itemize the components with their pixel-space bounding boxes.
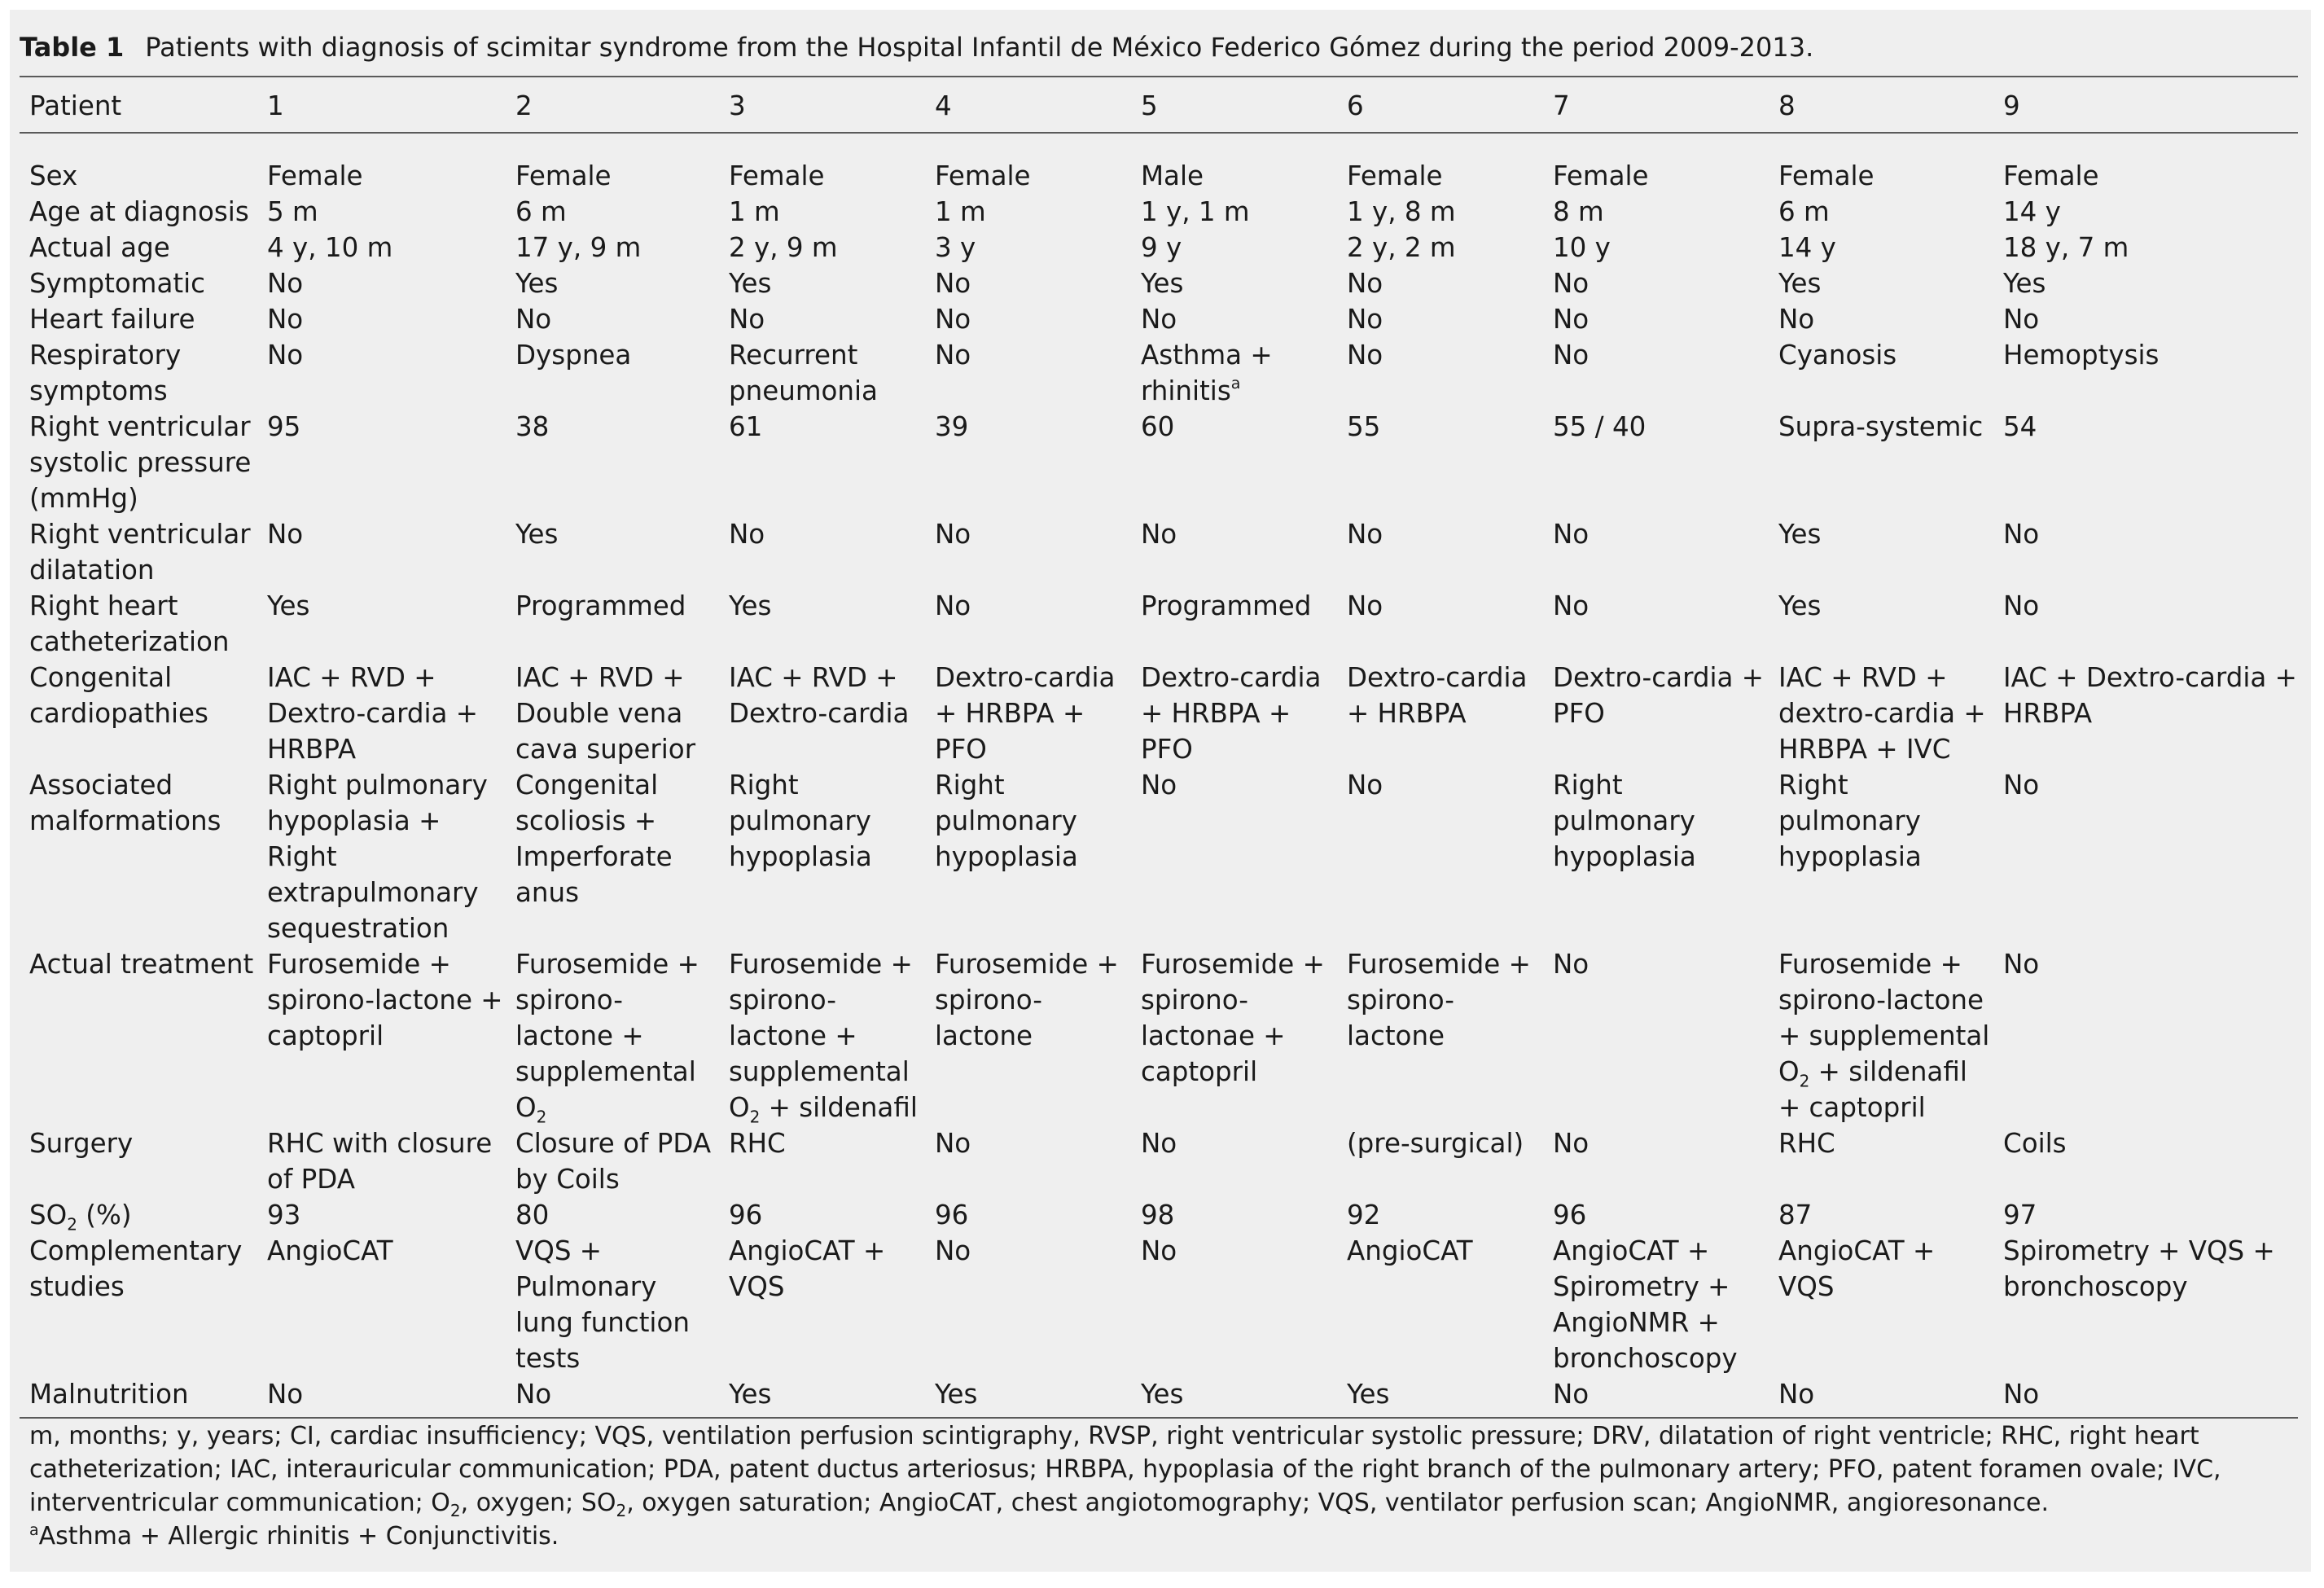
header-patient-9: 9 — [2003, 90, 2020, 121]
table-cell: No — [935, 519, 971, 550]
table-cell: 1 m — [935, 196, 986, 227]
table-cell: IAC + RVD + Double vena cava superior — [515, 662, 696, 765]
top-rule — [20, 76, 2298, 77]
table-cell: No — [1553, 590, 1590, 621]
table-cell: Yes — [1778, 268, 1822, 299]
table-cell: No — [1553, 519, 1590, 550]
row-label: Right ventricular dilatation — [29, 519, 251, 586]
row-label: Right heart catheterization — [29, 590, 230, 657]
table-cell: Yes — [729, 590, 772, 621]
table-cell: No — [2003, 1379, 2040, 1410]
table-cell: 92 — [1347, 1200, 1381, 1230]
table-cell: 96 — [1553, 1200, 1587, 1230]
table-cell: No — [1778, 1379, 1815, 1410]
header-patient-7: 7 — [1553, 90, 1570, 121]
row-label: Actual age — [29, 232, 170, 263]
row-label: Congenital cardiopathies — [29, 662, 208, 729]
table-cell: Yes — [729, 268, 772, 299]
row-label: Malnutrition — [29, 1379, 189, 1410]
table-cell: Male — [1141, 160, 1204, 191]
table-cell: No — [515, 304, 552, 335]
table-cell: No — [1553, 268, 1590, 299]
table-row — [20, 265, 2298, 301]
table-cell: No — [515, 1379, 552, 1410]
patients-table — [20, 78, 2298, 1420]
table-cell: Furosemide + spirono-lactone + supplemental $O_2$ + sildenafil — [729, 949, 918, 1127]
row-label: Surgery — [29, 1128, 134, 1159]
table-cell: Right pulmonary hypoplasia — [935, 770, 1078, 872]
table-cell: No — [1141, 770, 1177, 801]
table-cell: Congenital scoliosis + Imperforate anus — [515, 770, 673, 908]
table-cell: Hemoptysis — [2003, 340, 2160, 371]
row-label: Actual treatment — [29, 949, 254, 980]
table-cell: 18 y, 7 m — [2003, 232, 2129, 263]
table-cell: Yes — [1347, 1379, 1390, 1410]
table-row — [20, 946, 2298, 1125]
table-cell: No — [935, 304, 971, 335]
table-cell: Female — [935, 160, 1031, 191]
table-cell: RHC — [1778, 1128, 1835, 1159]
table-cell: AngioCAT + VQS — [1778, 1235, 1936, 1302]
row-label: Sex — [29, 160, 78, 191]
table-cell: No — [267, 519, 304, 550]
table-row — [20, 767, 2298, 946]
table-cell: Dextro-cardia + HRBPA + PFO — [1141, 662, 1322, 765]
table-cell: 10 y — [1553, 232, 1611, 263]
table-cell: Yes — [515, 268, 559, 299]
table-row — [20, 1125, 2298, 1197]
table-row — [20, 230, 2298, 265]
table-cell: No — [1141, 1235, 1177, 1266]
table-cell: 17 y, 9 m — [515, 232, 642, 263]
table-cell: Coils — [2003, 1128, 2067, 1159]
table-cell: No — [935, 1128, 971, 1159]
footnote — [29, 1520, 2293, 1553]
table-cell: Recurrent pneumonia — [729, 340, 878, 406]
table-cell: No — [1347, 340, 1383, 371]
table-cell: Right pulmonary hypoplasia — [1778, 770, 1922, 872]
table-cell: IAC + RVD + Dextro-cardia — [729, 662, 910, 729]
caption-text: Patients with diagnosis of scimitar syndrome from the Hospital Infantil de México Federico Gómez during the period 2009-2013. — [145, 32, 1814, 63]
table-cell: No — [1141, 519, 1177, 550]
table-cell: No — [1141, 1128, 1177, 1159]
table-cell: 6 m — [515, 196, 567, 227]
table-cell: No — [729, 519, 765, 550]
header-row — [20, 78, 2298, 134]
table-cell: 14 y — [2003, 196, 2061, 227]
table-cell: 3 y — [935, 232, 976, 263]
header-patient-8: 8 — [1778, 90, 1796, 121]
table-row — [20, 1376, 2298, 1420]
table-cell: 9 y — [1141, 232, 1182, 263]
table-cell: Yes — [2003, 268, 2046, 299]
row-label: Symptomatic — [29, 268, 205, 299]
table-cell: No — [1347, 519, 1383, 550]
row-label: $SO_2$ (%) — [29, 1200, 132, 1235]
table-row — [20, 337, 2298, 409]
table-cell: 96 — [729, 1200, 763, 1230]
table-cell: Female — [1347, 160, 1443, 191]
table-cell: Dyspnea — [515, 340, 632, 371]
table-cell: No — [1553, 949, 1590, 980]
table-cell: 1 m — [729, 196, 780, 227]
table-cell: Asthma + rhinitis$^a$ — [1141, 340, 1273, 406]
table-cell: Furosemide + spirono-lactone — [935, 949, 1119, 1051]
table-cell: Supra-systemic — [1778, 411, 1984, 442]
table-row — [20, 516, 2298, 588]
table-row — [20, 588, 2298, 660]
table-cell: No — [729, 304, 765, 335]
header-patient-2: 2 — [515, 90, 533, 121]
table-cell: 14 y — [1778, 232, 1836, 263]
table-cell: Cyanosis — [1778, 340, 1897, 371]
table-cell: IAC + Dextro-cardia + HRBPA — [2003, 662, 2297, 729]
table-cell: 1 y, 1 m — [1141, 196, 1250, 227]
table-cell: 2 y, 9 m — [729, 232, 838, 263]
table-cell: Dextro-cardia + PFO — [1553, 662, 1765, 729]
table-cell: IAC + RVD + dextro-cardia + HRBPA + IVC — [1778, 662, 1986, 765]
table-cell: 55 — [1347, 411, 1381, 442]
table-cell: VQS + Pulmonary lung function tests — [515, 1235, 690, 1374]
table-cell: AngioCAT — [267, 1235, 393, 1266]
table-cell: Yes — [515, 519, 559, 550]
table-footer — [29, 1419, 2293, 1553]
table-cell: Yes — [1778, 590, 1822, 621]
table-cell: Programmed — [515, 590, 686, 621]
table-cell: Yes — [1778, 519, 1822, 550]
table-cell: RHC with closure of PDA — [267, 1128, 493, 1195]
table-label: Table 1 — [20, 32, 125, 63]
table-cell: No — [2003, 519, 2040, 550]
table-cell: Dextro-cardia + HRBPA — [1347, 662, 1528, 729]
table-cell: Furosemide + spirono-lactone + supplemental $O_2$ + sildenafil + captopril — [1778, 949, 1990, 1123]
table-row — [20, 194, 2298, 230]
table-cell: 87 — [1778, 1200, 1813, 1230]
table-row — [20, 1197, 2298, 1233]
table-cell: 8 m — [1553, 196, 1604, 227]
table-cell: IAC + RVD + Dextro-cardia + HRBPA — [267, 662, 479, 765]
table-cell: 39 — [935, 411, 969, 442]
table-cell: 80 — [515, 1200, 550, 1230]
header-patient-6: 6 — [1347, 90, 1364, 121]
table-row — [20, 409, 2298, 516]
row-label: Complementary studies — [29, 1235, 243, 1302]
table-cell: AngioCAT + Spirometry + AngioNMR + bronchoscopy — [1553, 1235, 1738, 1374]
table-cell: Programmed — [1141, 590, 1312, 621]
table-cell: No — [267, 1379, 304, 1410]
row-label: Associated malformations — [29, 770, 221, 836]
abbreviations-note: m, months; y, years; CI, cardiac insufficiency; VQS, ventilation perfusion scintigraphy, RVSP, right ventricular systolic pressure; DRV, dilatation of right ventricle; RHC, right heart catheterization; IAC, interauricular communication; PDA, patent ductus arteriosus; HRBPA, hypoplasia of the right branch of the pulmonary artery; PFO, patent foramen ovale; IVC, interventricular communication; $O_2$, oxygen; $SO_2$, oxygen saturation; AngioCAT, chest angiotomography; VQS, ventilator perfusion scan; AngioNMR, angioresonance. — [29, 1422, 2221, 1520]
table-cell: Yes — [1141, 268, 1184, 299]
table-cell: Furosemide + spirono-lactonae + captopril — [1141, 949, 1325, 1087]
table-cell: No — [2003, 304, 2040, 335]
table-cell: 5 m — [267, 196, 318, 227]
table-cell: Right pulmonary hypoplasia + Right extrapulmonary sequestration — [267, 770, 488, 944]
table-cell: Female — [729, 160, 825, 191]
table-cell: Furosemide + spirono-lactone + supplemental $O_2$ — [515, 949, 699, 1127]
table-cell: AngioCAT — [1347, 1235, 1473, 1266]
table-cell: 93 — [267, 1200, 301, 1230]
table-cell: Female — [1778, 160, 1875, 191]
table-cell: No — [1347, 268, 1383, 299]
table-cell: Right pulmonary hypoplasia — [729, 770, 872, 872]
footnote-mark: a — [29, 1521, 39, 1539]
table-cell: No — [1347, 590, 1383, 621]
table-cell: No — [1347, 770, 1383, 801]
table-cell: No — [935, 340, 971, 371]
table-cell: No — [2003, 770, 2040, 801]
table-cell: 60 — [1141, 411, 1175, 442]
table-cell: Closure of PDA by Coils — [515, 1128, 712, 1195]
table-cell: 95 — [267, 411, 301, 442]
table-cell: 54 — [2003, 411, 2037, 442]
row-label: Age at diagnosis — [29, 196, 249, 227]
table-cell: 38 — [515, 411, 550, 442]
table-cell: No — [2003, 949, 2040, 980]
table-cell: No — [1141, 304, 1177, 335]
table-cell: 61 — [729, 411, 763, 442]
table-cell: 97 — [2003, 1200, 2037, 1230]
table-body — [20, 134, 2298, 1420]
table-cell: No — [1553, 1128, 1590, 1159]
table-cell: 4 y, 10 m — [267, 232, 393, 263]
table-cell: Female — [515, 160, 612, 191]
header-patient-3: 3 — [729, 90, 746, 121]
table-cell: Furosemide + spirono-lactone — [1347, 949, 1531, 1051]
table-cell: Spirometry + VQS + bronchoscopy — [2003, 1235, 2275, 1302]
table-cell: Yes — [267, 590, 310, 621]
table-cell: 98 — [1141, 1200, 1175, 1230]
table-cell: 96 — [935, 1200, 969, 1230]
table-row — [20, 134, 2298, 194]
table-cell: No — [2003, 590, 2040, 621]
table-cell: No — [935, 1235, 971, 1266]
table-cell: Female — [1553, 160, 1649, 191]
table-cell: No — [1778, 304, 1815, 335]
table-cell: RHC — [729, 1128, 786, 1159]
table-cell: No — [935, 590, 971, 621]
header-patient: Patient — [29, 90, 122, 121]
table-row — [20, 1233, 2298, 1376]
table-cell: No — [1553, 340, 1590, 371]
table-cell: No — [267, 268, 304, 299]
table-cell: 2 y, 2 m — [1347, 232, 1456, 263]
table-cell: Furosemide + spirono-lactone + captopril — [267, 949, 503, 1051]
table-cell: Right pulmonary hypoplasia — [1553, 770, 1696, 872]
table-cell: Dextro-cardia + HRBPA + PFO — [935, 662, 1116, 765]
table-cell: No — [935, 268, 971, 299]
table-cell: AngioCAT + VQS — [729, 1235, 886, 1302]
table-cell: 55 / 40 — [1553, 411, 1647, 442]
table-cell: No — [267, 304, 304, 335]
header-patient-4: 4 — [935, 90, 952, 121]
row-label: Respiratory symptoms — [29, 340, 182, 406]
table-cell: Yes — [935, 1379, 978, 1410]
header-patient-5: 5 — [1141, 90, 1158, 121]
table-cell: 1 y, 8 m — [1347, 196, 1456, 227]
table-cell: 6 m — [1778, 196, 1830, 227]
table-row — [20, 660, 2298, 767]
table-cell: No — [1553, 304, 1590, 335]
row-label: Right ventricular systolic pressure (mmHg) — [29, 411, 252, 514]
row-label: Heart failure — [29, 304, 195, 335]
table-cell: No — [267, 340, 304, 371]
table-caption — [20, 31, 1813, 64]
table-row — [20, 301, 2298, 337]
table-cell: Yes — [1141, 1379, 1184, 1410]
footnote-text: Asthma + Allergic rhinitis + Conjunctivitis. — [38, 1522, 559, 1551]
table-cell: No — [1347, 304, 1383, 335]
table-cell: Female — [267, 160, 363, 191]
table-cell: Yes — [729, 1379, 772, 1410]
table-cell: Female — [2003, 160, 2099, 191]
table-cell: (pre-surgical) — [1347, 1128, 1524, 1159]
table-cell: No — [1553, 1379, 1590, 1410]
header-patient-1: 1 — [267, 90, 284, 121]
